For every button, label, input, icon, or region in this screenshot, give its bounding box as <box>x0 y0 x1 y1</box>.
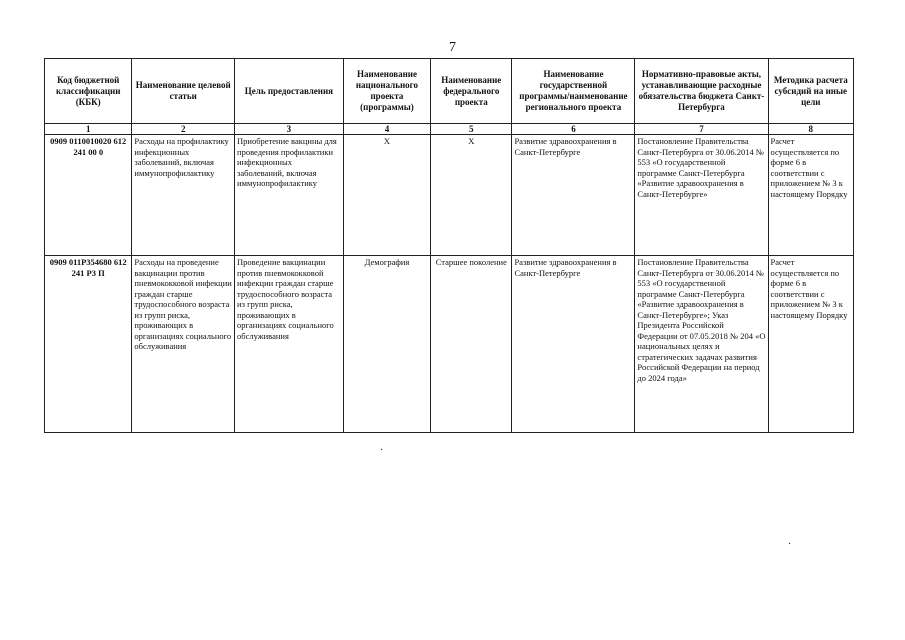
scan-speck: · <box>380 445 384 456</box>
purpose-cell: Приобретение вакцины для проведения профилактики инфекционных заболеваний, включая иммунопрофилактику <box>235 135 344 256</box>
column-number: 2 <box>132 124 235 135</box>
target-item-cell: Расходы на профилактику инфекционных заболеваний, включая иммунопрофилактику <box>132 135 235 256</box>
header-row <box>45 59 854 124</box>
method-cell: Расчет осуществляется по форме 6 в соответствии с приложением № 3 к настоящему Порядку <box>768 135 853 256</box>
purpose-cell: Проведение вакцинации против пневмококковой инфекции граждан старше трудоспособного возраста из групп риска, проживающих в организациях социального обслуживания <box>235 256 344 433</box>
budget-table <box>44 58 854 433</box>
header-state-program: Наименование государственной программы/наименование регионального проекта <box>512 59 635 124</box>
legal-acts-cell: Постановление Правительства Санкт-Петербурга от 30.06.2014 № 553 «О государственной программе Санкт-Петербурга «Развитие здравоохранения в Санкт-Петербурге»; Указ Президента Российской Федерации от 07.05.2018 № 204 «О национальных целях и стратегических задачах развития Российской Федерации на период до 2024 года» <box>635 256 768 433</box>
header-method: Методика расчета субсидий на иные цели <box>768 59 853 124</box>
table-row <box>45 256 854 433</box>
column-number: 4 <box>343 124 430 135</box>
target-item-cell: Расходы на проведение вакцинации против пневмококковой инфекции граждан старше трудоспособного возраста из групп риска, проживающих в организациях социального обслуживания <box>132 256 235 433</box>
header-target-item: Наименование целевой статьи <box>132 59 235 124</box>
column-number: 8 <box>768 124 853 135</box>
national-project-cell: Демография <box>343 256 430 433</box>
scan-speck: · <box>788 539 792 550</box>
column-number: 5 <box>431 124 512 135</box>
column-number-row <box>45 124 854 135</box>
header-kbk: Код бюджетной классификации (КБК) <box>45 59 132 124</box>
national-project-cell: Х <box>343 135 430 256</box>
column-number: 6 <box>512 124 635 135</box>
header-legal-acts: Нормативно-правовые акты, устанавливающие расходные обязательства бюджета Санкт-Петербурга <box>635 59 768 124</box>
federal-project-cell: Х <box>431 135 512 256</box>
header-purpose: Цель предоставления <box>235 59 344 124</box>
federal-project-cell: Старшее поколение <box>431 256 512 433</box>
column-number: 7 <box>635 124 768 135</box>
table-row <box>45 135 854 256</box>
page-number: 7 <box>449 40 456 55</box>
state-program-cell: Развитие здравоохранения в Санкт-Петербурге <box>512 135 635 256</box>
state-program-cell: Развитие здравоохранения в Санкт-Петербурге <box>512 256 635 433</box>
method-cell: Расчет осуществляется по форме 6 в соответствии с приложением № 3 к настоящему Порядку <box>768 256 853 433</box>
column-number: 1 <box>45 124 132 135</box>
column-number: 3 <box>235 124 344 135</box>
header-federal-project: Наименование федерального проекта <box>431 59 512 124</box>
legal-acts-cell: Постановление Правительства Санкт-Петербурга от 30.06.2014 № 553 «О государственной программе Санкт-Петербурга «Развитие здравоохранения в Санкт-Петербурге» <box>635 135 768 256</box>
header-national-project: Наименование национального проекта (программы) <box>343 59 430 124</box>
kbk-cell: 0909 0110010020 612 241 00 0 <box>45 135 132 256</box>
kbk-cell: 0909 011P354680 612 241 P3 П <box>45 256 132 433</box>
